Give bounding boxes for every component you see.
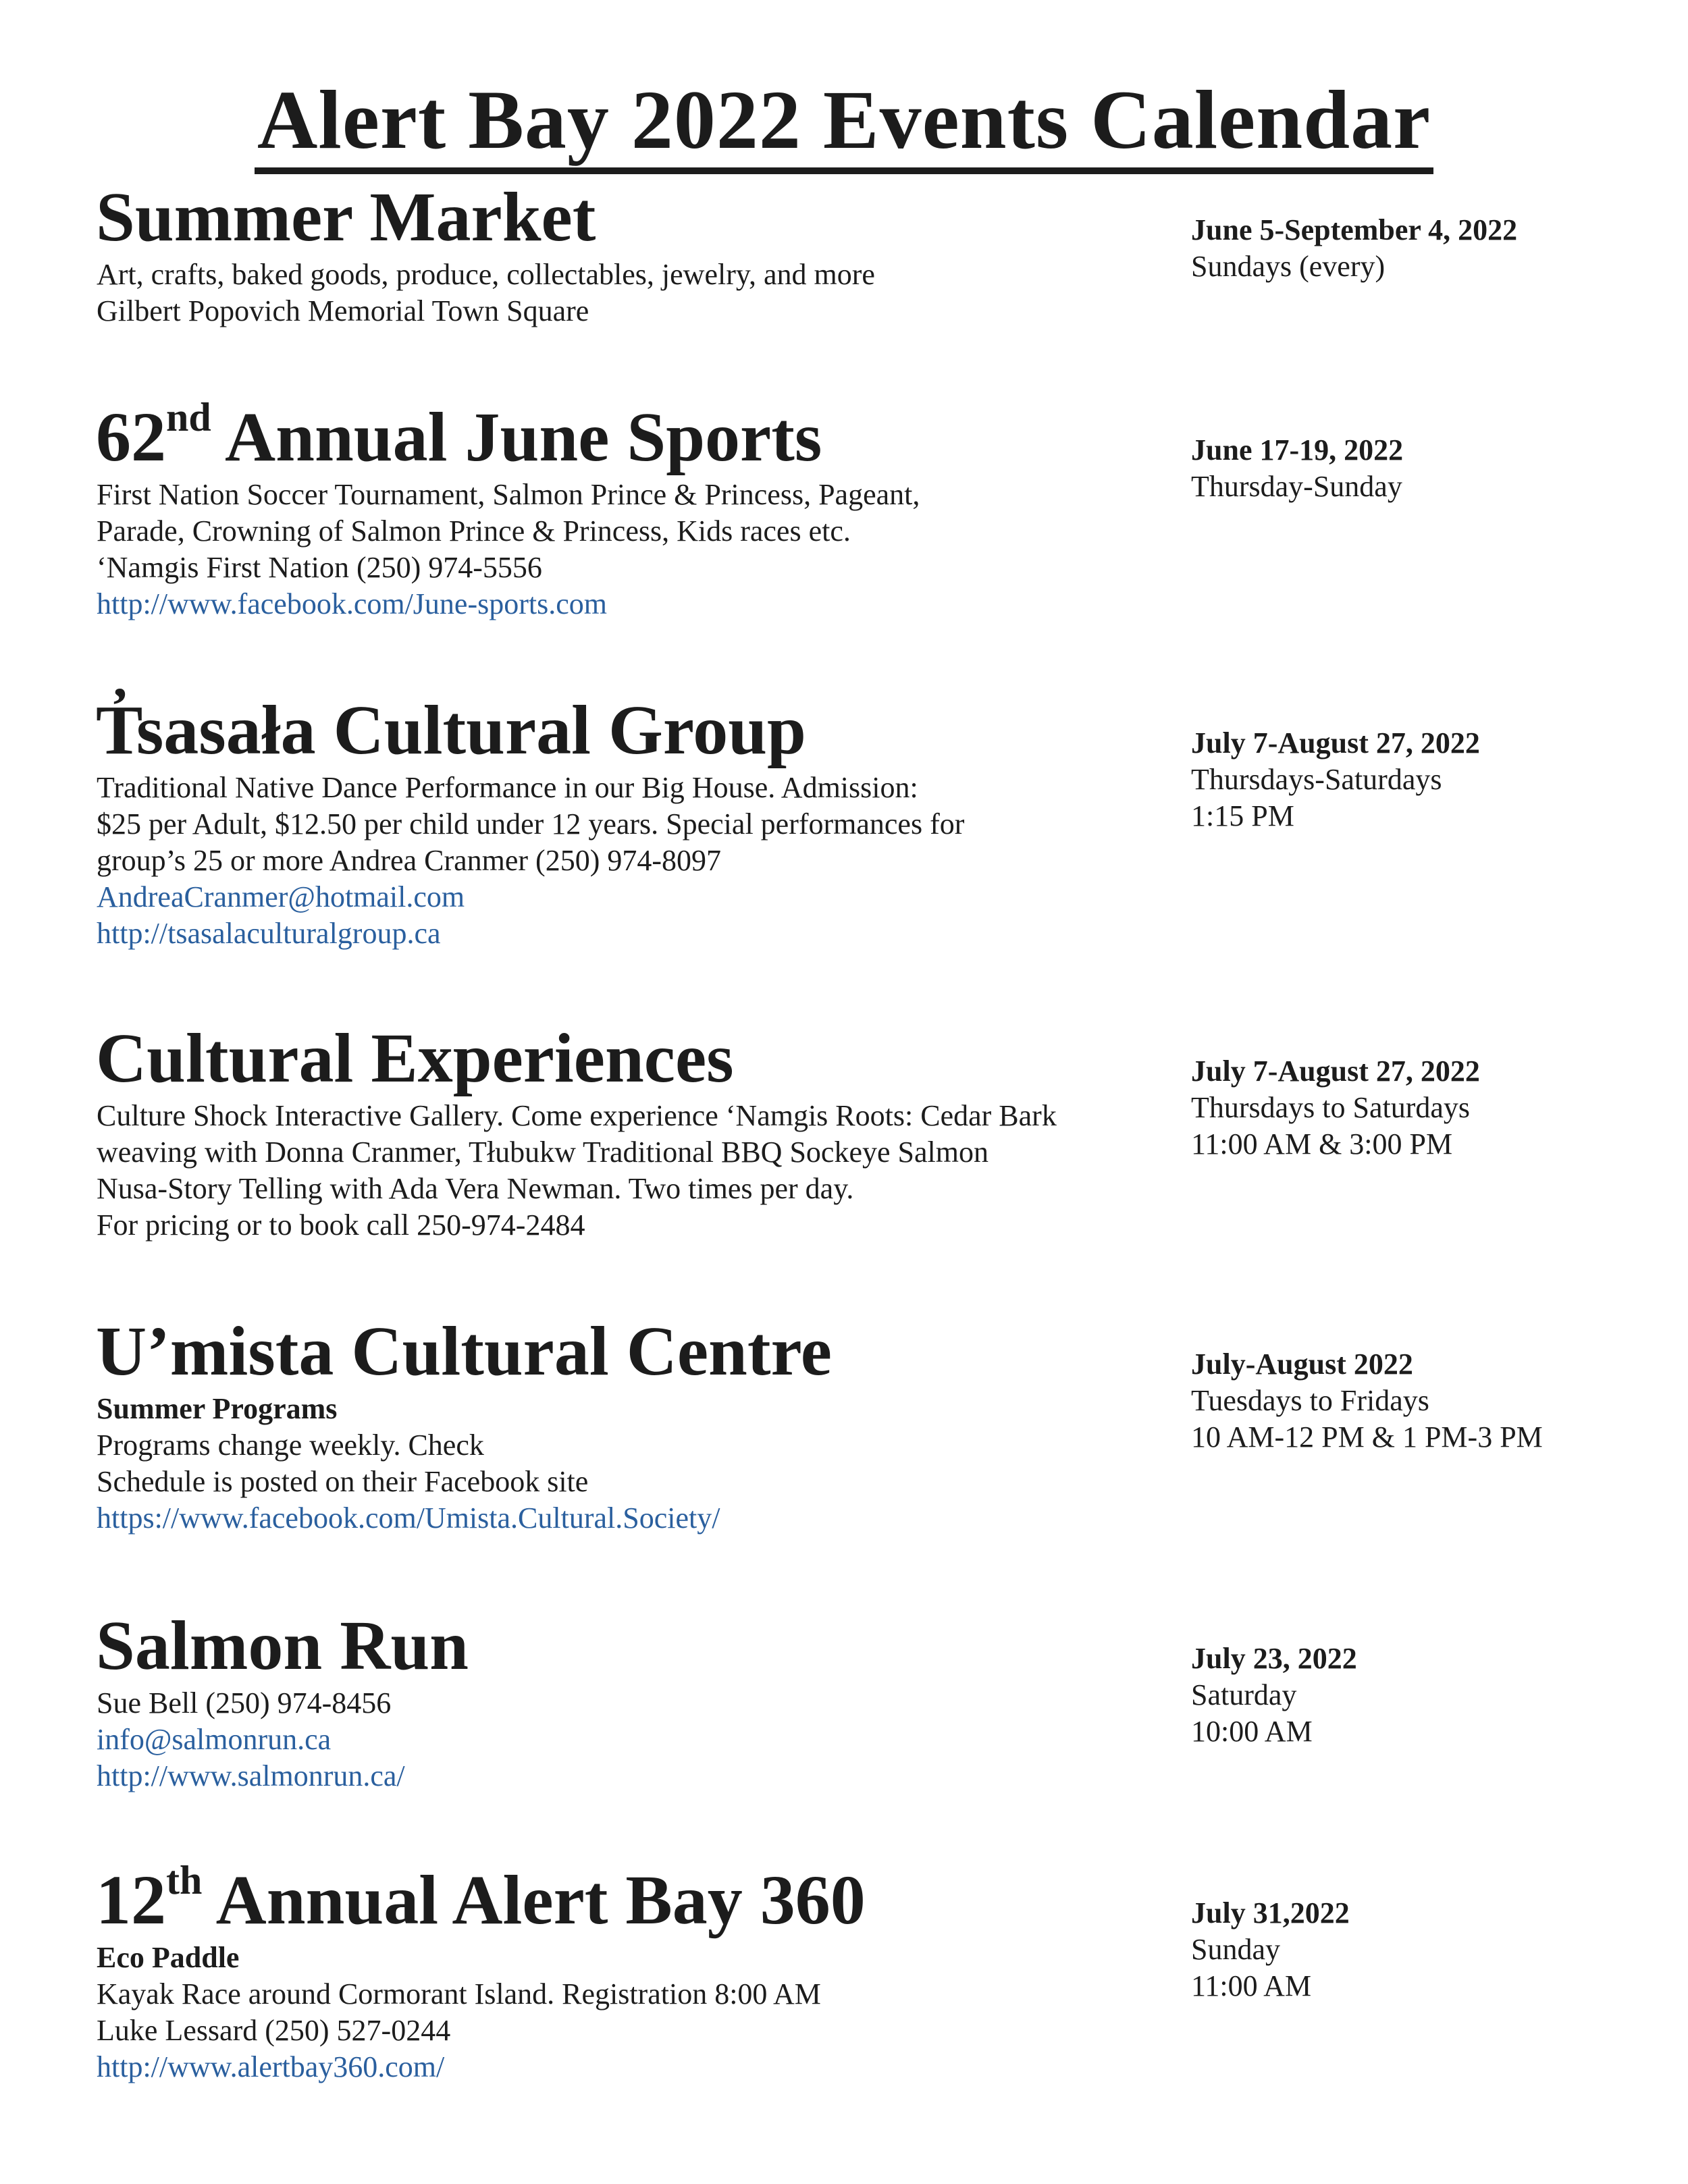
event-description xyxy=(97,257,1150,329)
event-title: U’mista Cultural Centre xyxy=(96,1312,832,1390)
event-days: Sundays (every) xyxy=(1191,250,1386,283)
description-line: Gilbert Popovich Memorial Town Square xyxy=(97,294,589,327)
event-date: July 23, 2022 xyxy=(1191,1642,1357,1675)
event-subtitle: Summer Programs xyxy=(97,1392,338,1425)
description-line: Culture Shock Interactive Gallery. Come experience ‘Namgis Roots: Cedar Bark xyxy=(97,1099,1057,1132)
event-days: Thursdays-Saturdays xyxy=(1191,763,1442,796)
description-line: group’s 25 or more Andrea Cranmer (250) 974-8097 xyxy=(97,844,722,877)
description-line: Parade, Crowning of Salmon Prince & Princess, Kids races etc. xyxy=(97,514,851,548)
event-time: 10 AM-12 PM & 1 PM-3 PM xyxy=(1191,1420,1543,1454)
event-title xyxy=(96,1860,866,1941)
event-days: Tuesdays to Fridays xyxy=(1191,1384,1429,1417)
event-date: June 5-September 4, 2022 xyxy=(1191,213,1518,246)
event-title-number: 62 xyxy=(96,398,166,476)
event-days: Thursdays to Saturdays xyxy=(1191,1091,1471,1124)
event-date: June 17-19, 2022 xyxy=(1191,433,1404,467)
event-title xyxy=(96,397,822,478)
event-description xyxy=(97,1098,1150,1244)
event-time: 11:00 AM xyxy=(1191,1969,1312,2002)
description-line: $25 per Adult, $12.50 per child under 12 years. Special performances for xyxy=(97,807,965,841)
event-subtitle: Eco Paddle xyxy=(97,1941,240,1974)
page-title-text: Alert Bay 2022 Events Calendar xyxy=(255,74,1433,174)
description-line: First Nation Soccer Tournament, Salmon Prince & Princess, Pageant, xyxy=(97,478,920,511)
event-title: Summer Market xyxy=(96,178,596,256)
description-line: Sue Bell (250) 974-8456 xyxy=(97,1686,392,1720)
description-line: weaving with Donna Cranmer, Tłubukw Traditional BBQ Sockeye Salmon xyxy=(97,1136,988,1169)
event-schedule xyxy=(1191,212,1664,285)
description-line: For pricing or to book call 250-974-2484 xyxy=(97,1208,585,1242)
event-title-text: Annual June Sports xyxy=(225,398,822,476)
description-line: Traditional Native Dance Performance in our Big House. Admission: xyxy=(97,771,918,804)
event-time: 1:15 PM xyxy=(1191,799,1294,832)
event-description xyxy=(97,1685,1150,1794)
event-title-number: 12 xyxy=(96,1861,166,1939)
event-schedule xyxy=(1191,432,1664,505)
event-title-ordinal: nd xyxy=(166,395,211,440)
event-days: Thursday-Sunday xyxy=(1191,470,1402,503)
event-email[interactable]: AndreaCranmer@hotmail.com xyxy=(97,880,465,913)
event-link[interactable]: http://tsasalaculturalgroup.ca xyxy=(97,917,441,950)
event-description xyxy=(97,477,1150,622)
event-schedule xyxy=(1191,725,1664,834)
event-date: July 7-August 27, 2022 xyxy=(1191,1055,1480,1088)
event-email[interactable]: info@salmonrun.ca xyxy=(97,1723,332,1756)
event-days: Saturday xyxy=(1191,1678,1297,1711)
description-line: Art, crafts, baked goods, produce, collectables, jewelry, and more xyxy=(97,258,875,291)
event-description xyxy=(97,1391,1150,1537)
description-line: ‘Namgis First Nation (250) 974-5556 xyxy=(97,551,542,584)
event-link[interactable]: http://www.alertbay360.com/ xyxy=(97,2050,445,2083)
event-date: July 7-August 27, 2022 xyxy=(1191,726,1480,760)
description-line: Kayak Race around Cormorant Island. Registration 8:00 AM xyxy=(97,1977,821,2010)
event-date: July-August 2022 xyxy=(1191,1348,1413,1381)
event-title-ordinal: th xyxy=(166,1858,203,1903)
event-link[interactable]: https://www.facebook.com/Umista.Cultural.Society/ xyxy=(97,1501,720,1535)
event-link[interactable]: http://www.salmonrun.ca/ xyxy=(97,1759,405,1792)
page-title xyxy=(0,73,1688,167)
event-title-text: Annual Alert Bay 360 xyxy=(215,1861,866,1939)
description-line: Schedule is posted on their Facebook site xyxy=(97,1465,589,1498)
description-line: Programs change weekly. Check xyxy=(97,1429,484,1462)
event-title: Cultural Experiences xyxy=(96,1019,734,1097)
event-date: July 31,2022 xyxy=(1191,1896,1350,1929)
event-schedule xyxy=(1191,1895,1664,2004)
event-schedule xyxy=(1191,1346,1664,1456)
event-time: 10:00 AM xyxy=(1191,1715,1313,1748)
event-description xyxy=(97,770,1150,952)
event-schedule xyxy=(1191,1641,1664,1750)
description-line: Luke Lessard (250) 527-0244 xyxy=(97,2014,451,2047)
event-link[interactable]: http://www.facebook.com/June-sports.com xyxy=(97,587,607,620)
event-title: Salmon Run xyxy=(96,1607,469,1684)
event-schedule xyxy=(1191,1053,1664,1163)
description-line: Nusa-Story Telling with Ada Vera Newman. Two times per day. xyxy=(97,1172,854,1205)
event-days: Sunday xyxy=(1191,1933,1280,1966)
event-title: T̓sasała Cultural Group xyxy=(96,691,806,769)
event-time: 11:00 AM & 3:00 PM xyxy=(1191,1127,1453,1161)
event-description xyxy=(97,1940,1150,2085)
